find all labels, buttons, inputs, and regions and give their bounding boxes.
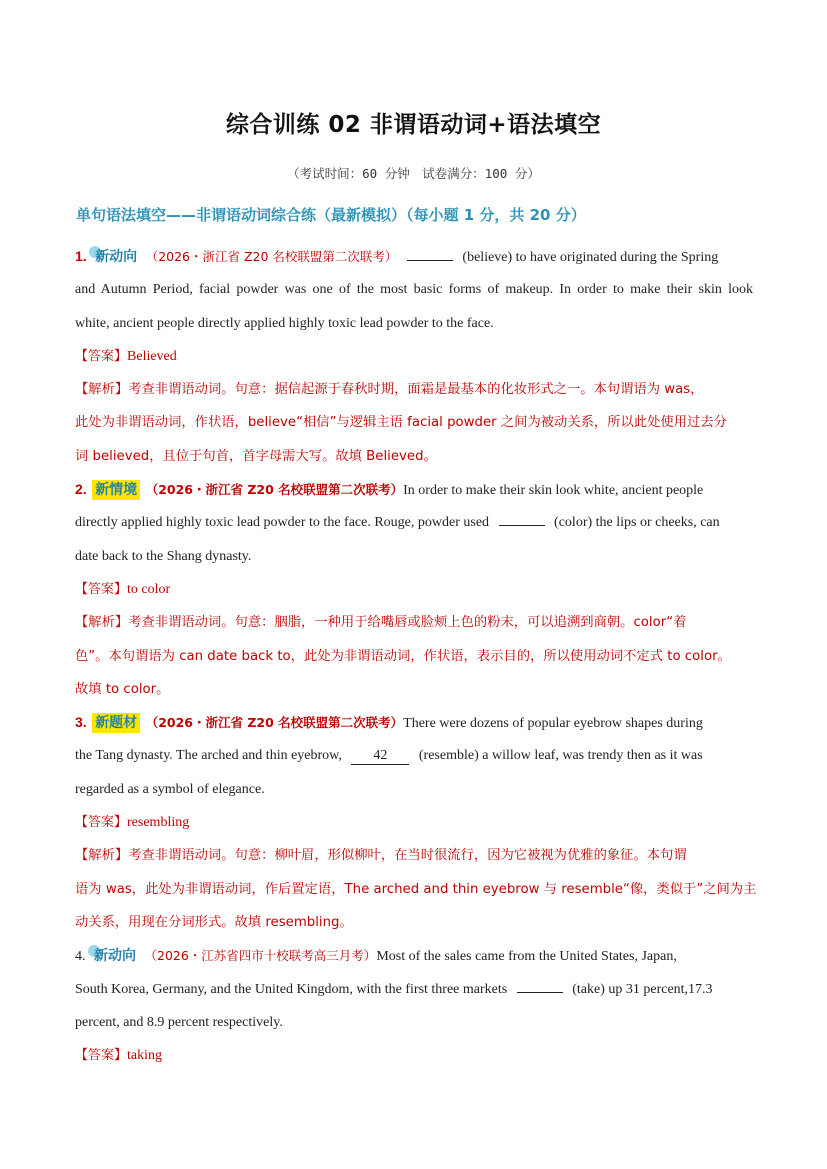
question-number: 3.	[75, 714, 87, 731]
question-1-line-1	[75, 240, 753, 273]
question-3-line-2: the Tang dynasty. The arched and thin eyebrow, 42 (resemble) a willow leaf, was trendy then as it was	[75, 748, 703, 764]
new-trend-tag: 新动向	[91, 946, 139, 966]
analysis-line: 动关系，用现在分词形式。故填 resembling。	[75, 914, 353, 930]
answer-label: 【答案】	[75, 815, 128, 831]
analysis-line: 词 believed，且位于句首，首字母需大写。故填 Believed。	[75, 448, 437, 464]
question-4-line-3: percent, and 8.9 percent respectively.	[75, 1014, 283, 1030]
question-1-line-2: and Autumn Period, facial powder was one of the most basic forms of makeup. In order to make their skin look	[75, 282, 753, 298]
question-source: （2026・浙江省 Z20 名校联盟第二次联考）	[145, 482, 404, 498]
question-4-line-2: South Korea, Germany, and the United Kingdom, with the first three markets (take) up 31 percent,17.3	[75, 973, 753, 1006]
question-number: 4.	[75, 949, 86, 965]
answer-blank[interactable]	[517, 976, 563, 993]
analysis-line: 【解析】考查非谓语动词。句意：据信起源于春秋时期，面霜是最基本的化妆形式之一。本句谓语为 was，	[75, 382, 704, 398]
answer-line	[75, 340, 753, 373]
new-trend-tag: 新动向	[92, 247, 140, 267]
exam-info: （考试时间：60 分钟 试卷满分：100 分）	[287, 166, 540, 181]
answer-value: taking	[127, 1048, 163, 1064]
question-2-line-2: directly applied highly toxic lead powder to the face. Rouge, powder used (color) the lips or cheeks, can	[75, 506, 753, 539]
question-number: 1.	[75, 248, 87, 264]
analysis-line: 【解析】考查非谓语动词。句意：胭脂，一种用于给嘴唇或脸颊上色的粉末，可以追溯到商朝。color“着	[75, 615, 687, 631]
analysis-label: 【解析】	[75, 848, 129, 864]
new-context-tag: 新情境	[92, 480, 140, 500]
answer-blank[interactable]	[407, 244, 453, 261]
question-text: In order to make their skin look white, ancient people	[403, 483, 704, 499]
analysis-line: 色”。本句谓语为 can date back to，此处为非谓语动词，作状语，表示目的，所以使用动词不定式 to color。	[75, 648, 731, 664]
analysis-line: 【解析】考查非谓语动词。句意：柳叶眉，形似柳叶，在当时很流行，因为它被视为优雅的象征。本句谓	[75, 848, 687, 864]
question-source: （2026・江苏省四市十校联考高三月考）	[144, 948, 377, 964]
answer-value: to color	[127, 581, 171, 597]
question-source: （2026・浙江省 Z20 名校联盟第二次联考）	[145, 715, 404, 731]
answer-blank[interactable]	[499, 509, 545, 526]
analysis-line: 语为 was，此处为非谓语动词，作后置定语，The arched and thin eyebrow 与 resemble“像，类似于”之间为主	[75, 881, 757, 897]
question-source: （2026・浙江省 Z20 名校联盟第二次联考）	[145, 249, 398, 264]
answer-line	[75, 806, 753, 839]
answer-line	[75, 573, 753, 606]
answer-label: 【答案】	[75, 348, 128, 364]
answer-value: Believed	[127, 348, 177, 364]
question-3-line-1	[75, 706, 753, 739]
question-4-line-1	[75, 939, 753, 972]
answer-label: 【答案】	[75, 581, 128, 597]
question-text: Most of the sales came from the United States, Japan,	[376, 949, 677, 965]
question-text: (believe) to have originated during the Spring	[462, 250, 719, 265]
analysis-line: 此处为非谓语动词，作状语，believe“相信”与逻辑主语 facial powder 之间为被动关系，所以此处使用过去分	[75, 415, 727, 431]
question-3-line-3: regarded as a symbol of elegance.	[75, 781, 265, 797]
question-list	[75, 240, 757, 1072]
answer-line	[75, 1039, 753, 1072]
new-material-tag: 新题材	[92, 713, 140, 733]
answer-label: 【答案】	[75, 1048, 128, 1064]
question-2-line-3: date back to the Shang dynasty.	[75, 548, 252, 564]
analysis-label: 【解析】	[75, 615, 129, 631]
answer-value: resembling	[127, 815, 190, 831]
answer-blank[interactable]: 42	[351, 748, 409, 765]
page-title: 综合训练 02 非谓语动词+语法填空	[225, 112, 602, 138]
question-1-line-3: white, ancient people directly applied highly toxic lead powder to the face.	[75, 315, 494, 331]
analysis-line: 故填 to color。	[75, 681, 170, 697]
question-number: 2.	[75, 481, 87, 498]
question-2-line-1	[75, 473, 753, 506]
question-text: There were dozens of popular eyebrow shapes during	[403, 716, 703, 732]
section-heading: 单句语法填空——非谓语动词综合练（最新模拟）（每小题 1 分，共 20 分）	[76, 206, 586, 224]
analysis-label: 【解析】	[75, 382, 129, 398]
